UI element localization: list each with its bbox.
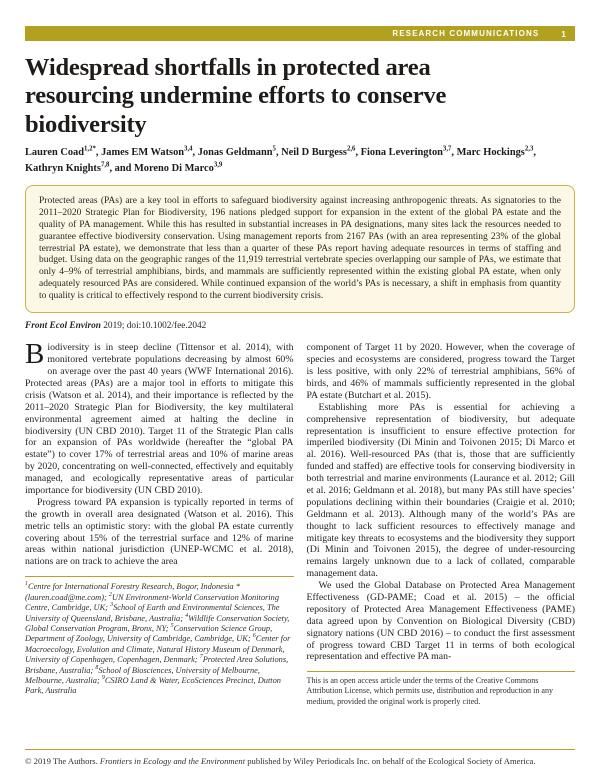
citation-line — [25, 321, 575, 331]
section-label: RESEARCH COMMUNICATIONS — [392, 29, 540, 38]
article-title: Widespread shortfalls in protected area resourcing undermine efforts to conserve biodiversity — [25, 54, 447, 138]
footer-journal-name: Frontiers in Ecology and the Environment — [99, 756, 246, 766]
paragraph-text: iodiversity is in steep decline (Tittensor et al. 2014), with monitored vertebrate populations decreasing by almost 60% on average over the past 40 years (WWF International 2016). Protected areas (PAs) are a major tool in efforts to mitigate this crisis (Watson et al. 2014), and their importance is reflected by the 2011–2020 Strategic Plan for Biodiversity, the key multilateral environmental agreement aimed at halting the decline in biodiversity (UN CBD 2010). Target 11 of the Strategic Plan calls for an expansion of PAs worldwide (hereafter the “global PA estate”) to cover 17% of terrestrial areas and 10% of marine areas by 2020, concentrating on well-connected, effectively and equitably managed, and ecologically representative areas of particular importance for biodiversity (UN CBD 2010). — [25, 342, 294, 497]
copyright-prefix: © 2019 The Authors. — [25, 756, 100, 766]
paragraph: Progress toward PA expansion is typically reported in terms of the growth in overall area designated (Watson et al. 2016). This metric tells an optimistic story: with the global PA estate currently covering about 15% of the terrestrial surface and 12% of marine areas within national jurisdiction (UNEP-WCMC et al. 2018), nations are on track to achieve the area — [25, 496, 294, 568]
paragraph: Establishing more PAs is essential for achieving a comprehensive representation of biodiversity, but adequate representation is insufficient to ensure effective protection for imperiled biodiversity (Di Minin and Toivonen 2015; Di Marco et al. 2016). Well-resourced PAs (that is, those that are sufficiently funded and staffed) are effective tools for conserving biodiversity in both terrestrial and marine environments (Laurance et al. 2012; Gill et al. 2016; Geldmann et al. 2018), but many PAs still have species’ populations declining within their boundaries (Craigie et al. 2010; Geldmann et al. 2013). Although many of the world’s PAs are thought to lack sufficient resources to effectively manage and mitigate key threats to ecosystems and the biodiversity they support (Di Minin and Toivonen 2015), the degree of under-resourcing remains largely unknown due to a lack of collated, comparable management data. — [306, 401, 575, 580]
citation-journal: Front Ecol Environ — [25, 321, 101, 332]
page-number: 1 — [561, 28, 566, 39]
open-access-note: This is an open access article under the terms of the Creative Commons Attribution License, which permits use, distribution and reproduction in any medium, provided the original work is properly cited. — [307, 671, 576, 706]
author-list: Lauren Coad$^{1,2*}$, James EM Watson$^{3,4}$, Jonas Geldmann$^5$, Neil D Burgess$^{2,6}$, Fiona Leverington$^{3,7}$, Marc Hockings$^{2,3}$, Kathryn Knights$^{7,8}$, and Moreno Di Marco$^{3,9}$ — [25, 145, 536, 174]
drop-cap: B — [25, 338, 45, 371]
citation-detail: 2019; doi:10.1002/fee.2042 — [100, 321, 207, 332]
copyright-footer — [25, 749, 575, 766]
body-columns — [25, 338, 575, 706]
left-column — [25, 338, 294, 706]
section-header-bar — [25, 26, 575, 41]
paragraph — [25, 338, 294, 497]
paragraph: component of Target 11 by 2020. However, when the coverage of species and ecosystems are considered, progress toward the Target is less positive, with only 22% of terrestrial amphibians, 56% of birds, and 46% of mammals sufficiently represented in the global PA estate (Butchart et al. 2015). — [306, 342, 575, 401]
abstract-box — [25, 185, 575, 313]
copyright-suffix: published by Wiley Periodicals Inc. on behalf of the Ecological Society of America. — [245, 756, 536, 766]
right-column — [307, 342, 576, 706]
paragraph: We used the Global Database on Protected Area Management Effectiveness (GD-PAME; Coad et al. 2015) – the official repository of Protected Area Management Effectiveness (PAME) data agreed upon by Convention on Biological Diversity (CBD) signatory nations (UN CBD 2016) – to conduct the first assessment of progress toward CBD Target 11 in terms of both ecological representation and effective PA man- — [306, 580, 575, 663]
affiliations-footnote: $^1$Centre for International Forestry Research, Bogor, Indonesia *(lauren.coad@me.com); $^2$UN Environment-World Conservation Monitoring Centre, Cambridge, UK; $^3$School of Earth and Environmental Sciences, The University of Queensland, Brisbane, Australia; $^4$Wildlife Conservation Society, Global Conservation Program, Bronx, NY; $^5$Conservation Science Group, Department of Zoology, University of Cambridge, Cambridge, UK; $^6$Center for Macroecology, Evolution and Climate, Natural History Museum of Denmark, University of Copenhagen, Copenhagen, Denmark; $^7$Protected Area Solutions, Brisbane, Australia; $^8$School of Biosciences, University of Melbourne, Melbourne, Australia; $^9$CSIRO Land & Water, EcoSciences Precinct, Dutton Park, Australia — [25, 576, 294, 697]
abstract-text: Protected areas (PAs) are a key tool in efforts to safeguard biodiversity against increasing anthropogenic threats. As signatories to the 2011–2020 Strategic Plan for Biodiversity, 196 nations pledged support for expansion in the extent of the global PA estate and the quality of PA management. While this has resulted in substantial increases in PA designations, many sites lack the resources needed to guarantee effective biodiversity conservation. Using management reports from 2167 PAs (with an area representing 23% of the global terrestrial PA estate), we demonstrate that less than a quarter of these PAs report having adequate resources in terms of staffing and budget. Using data on the geographic ranges of the 11,919 terrestrial vertebrate species overlapping our sample of PAs, we estimate that only 4–9% of terrestrial amphibians, birds, and mammals are sufficiently represented within the existing global PA estate, when only adequately resourced PAs are considered. While continued expansion of the world’s PAs is necessary, a shift in emphasis from quantity to quality is critical to effectively respond to the current biodiversity crisis. — [39, 196, 561, 301]
